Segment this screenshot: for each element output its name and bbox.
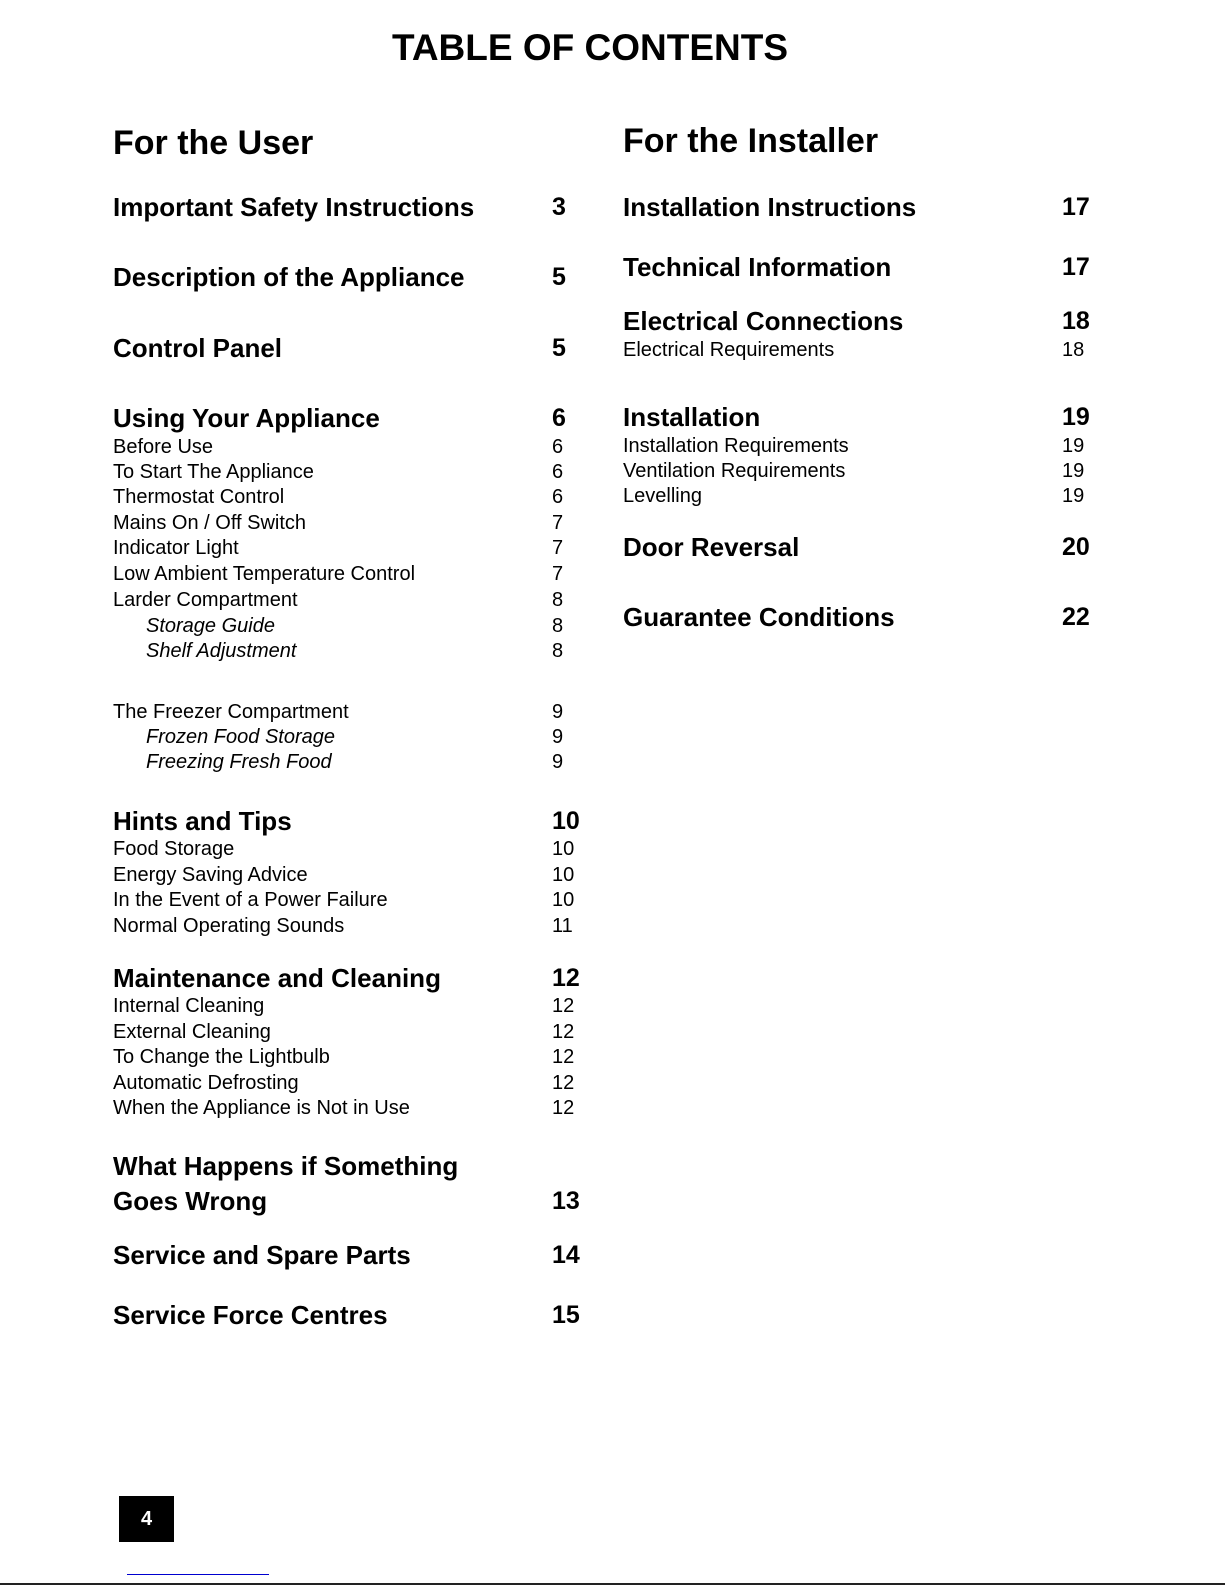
toc-entry-label: Maintenance and Cleaning xyxy=(113,963,441,993)
toc-entry-page: 19 xyxy=(1062,435,1085,457)
page-title: TABLE OF CONTENTS xyxy=(391,27,788,68)
toc-entry-page: 6 xyxy=(552,436,564,458)
toc-entry-page: 12 xyxy=(552,1021,575,1043)
toc-entry-label: Installation xyxy=(623,402,761,432)
toc-entry-label: Door Reversal xyxy=(623,532,800,562)
toc-entry-page: 15 xyxy=(552,1301,580,1329)
toc-entry-label: Low Ambient Temperature Control xyxy=(113,563,416,585)
toc-entry-label: Food Storage xyxy=(113,838,235,860)
toc-entry-label: Frozen Food Storage xyxy=(146,726,335,748)
toc-entry-label: Larder Compartment xyxy=(113,589,298,611)
toc-entry-label: Thermostat Control xyxy=(113,486,285,508)
page-number-badge: 4 xyxy=(119,1496,174,1542)
toc-entry-label: Internal Cleaning xyxy=(113,995,265,1017)
toc-entry-label: The Freezer Compartment xyxy=(113,701,349,723)
toc-entry-page: 9 xyxy=(552,726,564,748)
toc-entry-label: Electrical Requirements xyxy=(623,339,835,361)
toc-entry-label: Installation Instructions xyxy=(623,192,917,222)
toc-entry-page: 12 xyxy=(552,995,575,1017)
toc-entry-page: 8 xyxy=(552,589,564,611)
toc-entry-label: Description of the Appliance xyxy=(113,262,465,292)
toc-entry-page: 17 xyxy=(1062,253,1090,281)
toc-entry-label: Storage Guide xyxy=(146,615,275,637)
toc-entry-label: Using Your Appliance xyxy=(113,403,380,433)
toc-entry-label: What Happens if Something xyxy=(113,1151,459,1181)
divider xyxy=(127,1574,269,1575)
toc-entry-page: 9 xyxy=(552,751,564,773)
toc-entry-page: 11 xyxy=(552,915,573,937)
toc-entry-page: 18 xyxy=(1062,307,1090,335)
user-section-heading: For the User xyxy=(113,124,314,162)
toc-entry-page: 20 xyxy=(1062,533,1090,561)
toc-entry-label: Indicator Light xyxy=(113,537,239,559)
toc-entry-page: 6 xyxy=(552,404,566,432)
toc-entry-page: 6 xyxy=(552,461,564,483)
toc-entry-label: Important Safety Instructions xyxy=(113,192,475,222)
toc-entry-page: 13 xyxy=(552,1187,580,1215)
toc-entry-page: 12 xyxy=(552,964,580,992)
toc-entry-label: Energy Saving Advice xyxy=(113,864,308,886)
toc-entry-label: To Start The Appliance xyxy=(113,461,314,483)
toc-entry-page: 12 xyxy=(552,1097,575,1119)
toc-entry-page: 10 xyxy=(552,807,580,835)
toc-entry-label: Guarantee Conditions xyxy=(623,602,895,632)
toc-entry-page: 12 xyxy=(552,1046,575,1068)
toc-entry-label: Freezing Fresh Food xyxy=(146,751,332,773)
toc-entry-page: 14 xyxy=(552,1241,580,1269)
toc-entry-page: 19 xyxy=(1062,403,1090,431)
toc-entry-label: When the Appliance is Not in Use xyxy=(113,1097,410,1119)
toc-entry-label: In the Event of a Power Failure xyxy=(113,889,388,911)
toc-entry-page: 5 xyxy=(552,263,566,291)
toc-entry-label: Automatic Defrosting xyxy=(113,1072,299,1094)
toc-entry-label: To Change the Lightbulb xyxy=(113,1046,330,1068)
toc-entry-page: 8 xyxy=(552,615,564,637)
toc-entry-page: 12 xyxy=(552,1072,575,1094)
toc-entry-page: 10 xyxy=(552,864,575,886)
toc-entry-label: Before Use xyxy=(113,436,214,458)
toc-entry-label: Goes Wrong xyxy=(113,1186,268,1216)
toc-entry-label: Control Panel xyxy=(113,333,283,363)
toc-entry-label: Service Force Centres xyxy=(113,1300,388,1330)
toc-entry-label: Levelling xyxy=(623,485,702,507)
toc-entry-page: 19 xyxy=(1062,485,1085,507)
toc-entry-page: 22 xyxy=(1062,603,1090,631)
toc-entry-page: 7 xyxy=(552,512,564,534)
toc-entry-label: Hints and Tips xyxy=(113,806,292,836)
toc-entry-label: Shelf Adjustment xyxy=(146,640,297,662)
toc-entry-page: 7 xyxy=(552,563,564,585)
toc-entry-label: Electrical Connections xyxy=(623,306,904,336)
toc-entry-page: 10 xyxy=(552,889,575,911)
toc-entry-page: 9 xyxy=(552,701,564,723)
toc-entry-label: Mains On / Off Switch xyxy=(113,512,307,534)
toc-entry-label: External Cleaning xyxy=(113,1021,271,1043)
toc-entry-page: 10 xyxy=(552,838,575,860)
toc-entry-label: Installation Requirements xyxy=(623,435,849,457)
toc-entry-label: Service and Spare Parts xyxy=(113,1240,411,1270)
toc-entry-page: 7 xyxy=(552,537,564,559)
installer-section-heading: For the Installer xyxy=(623,122,879,160)
toc-entry-page: 19 xyxy=(1062,460,1085,482)
toc-entry-label: Normal Operating Sounds xyxy=(113,915,345,937)
toc-entry-page: 3 xyxy=(552,193,566,221)
toc-entry-page: 18 xyxy=(1062,339,1085,361)
toc-entry-page: 8 xyxy=(552,640,564,662)
toc-entry-label: Technical Information xyxy=(623,252,892,282)
toc-entry-page: 17 xyxy=(1062,193,1090,221)
toc-entry-page: 5 xyxy=(552,334,566,362)
toc-entry-label: Ventilation Requirements xyxy=(623,460,846,482)
toc-entry-page: 6 xyxy=(552,486,564,508)
